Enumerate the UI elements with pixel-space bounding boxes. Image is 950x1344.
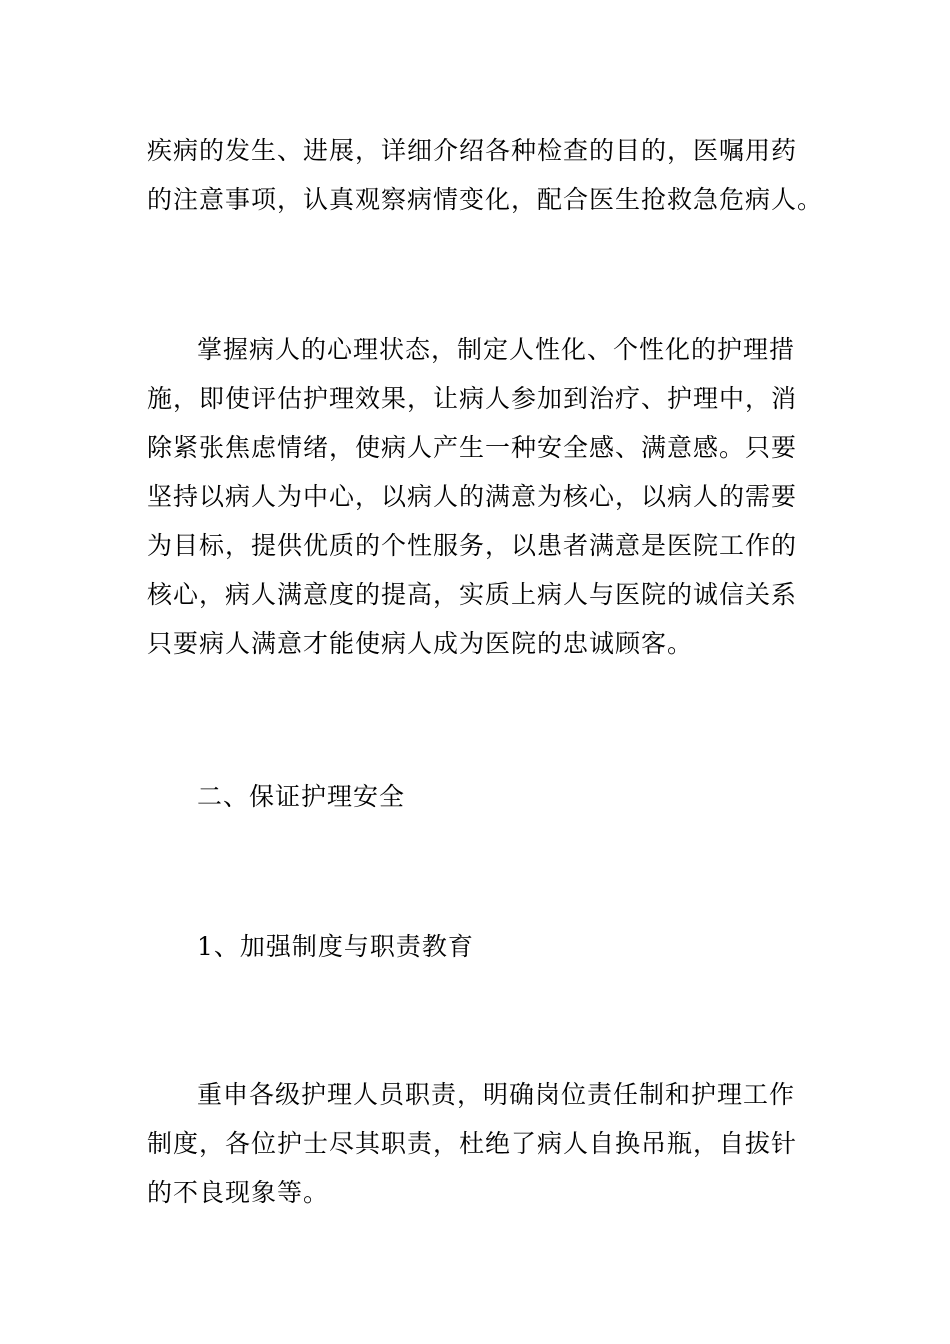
text-line: 除紧张焦虑情绪，使病人产生一种安全感、满意感。只要	[147, 433, 798, 462]
section-heading	[147, 772, 807, 821]
text-line: 的不良现象等。	[147, 1178, 330, 1207]
subsection-heading	[147, 922, 807, 971]
paragraph-continuation	[147, 126, 824, 224]
heading-line: 二、保证护理安全	[197, 782, 406, 811]
text-line: 为目标，提供优质的个性服务，以患者满意是医院工作的	[147, 531, 798, 560]
text-line: 施，即使评估护理效果，让病人参加到治疗、护理中，消	[147, 384, 798, 413]
text-line: 的注意事项，认真观察病情变化，配合医生抢救急危病人。	[147, 185, 824, 214]
heading-line: 1、加强制度与职责教育	[197, 932, 474, 961]
text-line: 核心，病人满意度的提高，实质上病人与医院的诚信关系	[147, 580, 798, 609]
text-line: 只要病人满意才能使病人成为医院的忠诚顾客。	[147, 629, 694, 658]
text-line: 重申各级护理人员职责，明确岗位责任制和护理工作	[197, 1080, 796, 1109]
text-line: 掌握病人的心理状态，制定人性化、个性化的护理措	[197, 335, 796, 364]
text-line: 疾病的发生、进展，详细介绍各种检查的目的，医嘱用药	[147, 136, 798, 165]
text-line: 坚持以病人为中心，以病人的满意为核心，以病人的需要	[147, 482, 798, 511]
paragraph-psychology	[147, 325, 807, 668]
paragraph-duties	[147, 1070, 807, 1217]
text-line: 制度，各位护士尽其职责，杜绝了病人自换吊瓶，自拔针	[147, 1129, 798, 1158]
